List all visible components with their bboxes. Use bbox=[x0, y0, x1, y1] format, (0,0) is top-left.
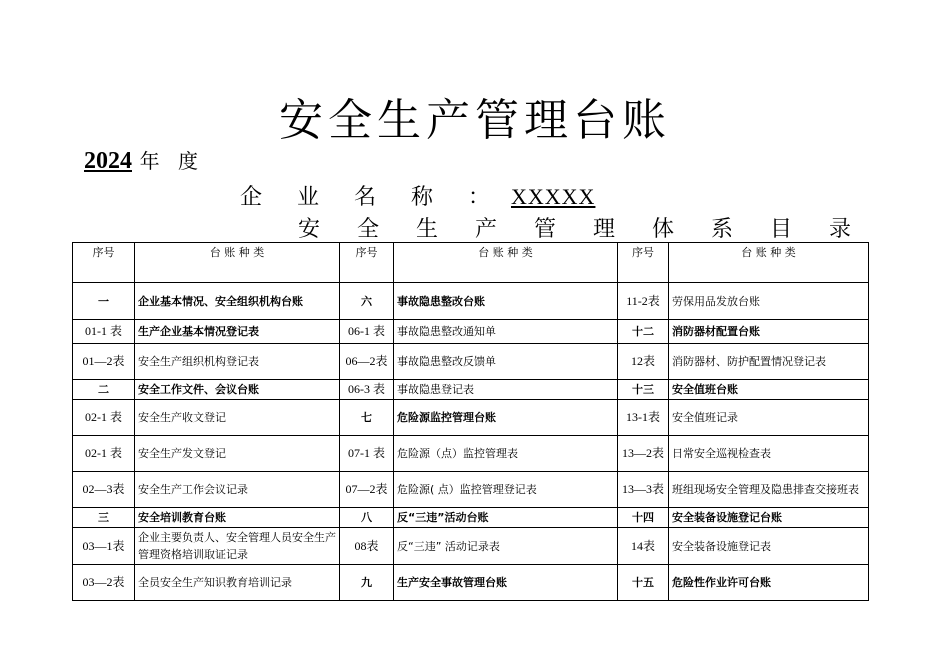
kind-cell: 安全装备设施登记台账 bbox=[669, 508, 869, 528]
seq-cell: 11-2表 bbox=[618, 283, 669, 320]
kind-cell: 反“三违” 活动记录表 bbox=[394, 528, 618, 565]
kind-cell: 事故隐患整改反馈单 bbox=[394, 344, 618, 380]
kind-cell: 安全工作文件、会议台账 bbox=[135, 380, 340, 400]
seq-cell: 三 bbox=[73, 508, 135, 528]
seq-cell: 14表 bbox=[618, 528, 669, 565]
table-row bbox=[73, 380, 869, 400]
kind-cell: 企业主要负责人、安全管理人员安全生产管理资格培训取证记录 bbox=[135, 528, 340, 565]
kind-cell: 消防器材配置台账 bbox=[669, 320, 869, 344]
kind-cell: 生产企业基本情况登记表 bbox=[135, 320, 340, 344]
kind-cell: 消防器材、防护配置情况登记表 bbox=[669, 344, 869, 380]
kind-cell: 反“三违”活动台账 bbox=[394, 508, 618, 528]
seq-cell: 06-3 表 bbox=[340, 380, 394, 400]
header-kind: 台 账 种 类 bbox=[135, 243, 340, 283]
seq-cell: 06—2表 bbox=[340, 344, 394, 380]
table-row bbox=[73, 283, 869, 320]
seq-cell: 十四 bbox=[618, 508, 669, 528]
company-line bbox=[240, 180, 595, 211]
company-label: 企 业 名 称 ： bbox=[240, 185, 504, 210]
header-seq: 序号 bbox=[618, 243, 669, 283]
kind-cell: 事故隐患整改通知单 bbox=[394, 320, 618, 344]
seq-cell: 八 bbox=[340, 508, 394, 528]
kind-cell: 日常安全巡视检查表 bbox=[669, 436, 869, 472]
seq-cell: 七 bbox=[340, 400, 394, 436]
seq-cell: 07—2表 bbox=[340, 472, 394, 508]
table-row bbox=[73, 320, 869, 344]
table-header-row bbox=[73, 243, 869, 283]
header-kind: 台 账 种 类 bbox=[394, 243, 618, 283]
seq-cell: 九 bbox=[340, 565, 394, 601]
kind-cell: 事故隐患登记表 bbox=[394, 380, 618, 400]
kind-cell: 安全生产组织机构登记表 bbox=[135, 344, 340, 380]
header-seq: 序号 bbox=[73, 243, 135, 283]
table-row bbox=[73, 436, 869, 472]
seq-cell: 一 bbox=[73, 283, 135, 320]
kind-cell: 企业基本情况、安全组织机构台账 bbox=[135, 283, 340, 320]
seq-cell: 二 bbox=[73, 380, 135, 400]
seq-cell: 13—2表 bbox=[618, 436, 669, 472]
year-line bbox=[84, 145, 204, 175]
kind-cell: 生产安全事故管理台账 bbox=[394, 565, 618, 601]
table-row bbox=[73, 400, 869, 436]
table-row bbox=[73, 565, 869, 601]
kind-cell: 安全生产收文登记 bbox=[135, 400, 340, 436]
kind-cell: 安全培训教育台账 bbox=[135, 508, 340, 528]
seq-cell: 12表 bbox=[618, 344, 669, 380]
kind-cell: 劳保用品发放台账 bbox=[669, 283, 869, 320]
seq-cell: 13-1表 bbox=[618, 400, 669, 436]
header-kind: 台 账 种 类 bbox=[669, 243, 869, 283]
table-row bbox=[73, 528, 869, 565]
kind-cell: 危险源监控管理台账 bbox=[394, 400, 618, 436]
seq-cell: 06-1 表 bbox=[340, 320, 394, 344]
seq-cell: 01-1 表 bbox=[73, 320, 135, 344]
company-name: XXXXX bbox=[510, 184, 596, 209]
seq-cell: 十二 bbox=[618, 320, 669, 344]
kind-cell: 安全生产工作会议记录 bbox=[135, 472, 340, 508]
table-row bbox=[73, 508, 869, 528]
table-row bbox=[73, 344, 869, 380]
seq-cell: 07-1 表 bbox=[340, 436, 394, 472]
seq-cell: 01—2表 bbox=[73, 344, 135, 380]
seq-cell: 03—2表 bbox=[73, 565, 135, 601]
year-suffix: 年 度 bbox=[139, 149, 204, 173]
header-seq: 序号 bbox=[340, 243, 394, 283]
kind-cell: 安全值班记录 bbox=[669, 400, 869, 436]
seq-cell: 08表 bbox=[340, 528, 394, 565]
seq-cell: 03—1表 bbox=[73, 528, 135, 565]
kind-cell: 安全生产发文登记 bbox=[135, 436, 340, 472]
kind-cell: 危险性作业许可台账 bbox=[669, 565, 869, 601]
year-number: 2024 bbox=[84, 148, 132, 174]
ledger-catalog-table bbox=[72, 242, 869, 601]
seq-cell: 十三 bbox=[618, 380, 669, 400]
catalog-title: 安 全 生 产 管 理 体 系 目 录 bbox=[298, 217, 866, 242]
kind-cell: 全员安全生产知识教育培训记录 bbox=[135, 565, 340, 601]
kind-cell: 危险源（点）监控管理表 bbox=[394, 436, 618, 472]
table-row bbox=[73, 472, 869, 508]
document-title: 安全生产管理台账 bbox=[279, 95, 671, 146]
seq-cell: 02-1 表 bbox=[73, 400, 135, 436]
kind-cell: 安全值班台账 bbox=[669, 380, 869, 400]
kind-cell: 班组现场安全管理及隐患排查交接班表 bbox=[669, 472, 869, 508]
kind-cell: 事故隐患整改台账 bbox=[394, 283, 618, 320]
kind-cell: 危险源( 点）监控管理登记表 bbox=[394, 472, 618, 508]
seq-cell: 13—3表 bbox=[618, 472, 669, 508]
seq-cell: 十五 bbox=[618, 565, 669, 601]
seq-cell: 02-1 表 bbox=[73, 436, 135, 472]
seq-cell: 六 bbox=[340, 283, 394, 320]
seq-cell: 02—3表 bbox=[73, 472, 135, 508]
kind-cell: 安全装备设施登记表 bbox=[669, 528, 869, 565]
